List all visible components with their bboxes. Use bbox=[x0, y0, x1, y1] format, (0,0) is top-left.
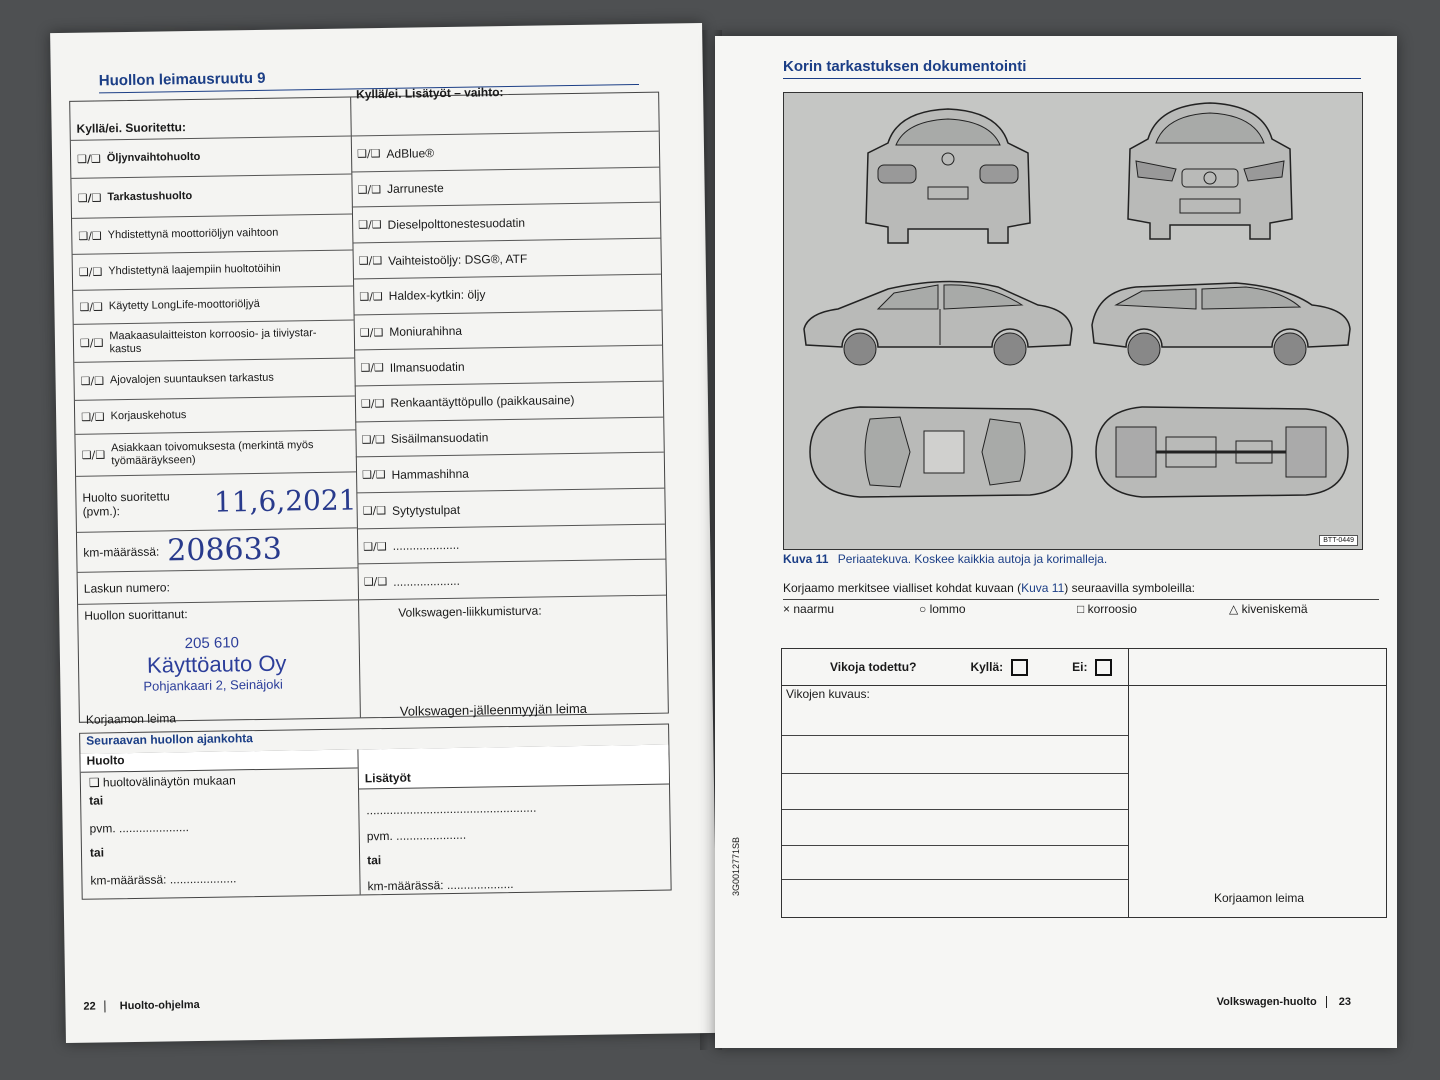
next-service-col2: Lisätyöt bbox=[357, 745, 669, 790]
next-km: km-määrässä: .................... bbox=[90, 871, 237, 888]
left-item-row bbox=[73, 249, 354, 289]
right-column-header: Kyllä/ei. Lisätyöt – vaihto: bbox=[355, 85, 504, 102]
defects-label: Vikoja todettu? bbox=[830, 660, 917, 674]
checkbox-pair[interactable]: ❑/❑ bbox=[76, 152, 101, 166]
desc-line-2 bbox=[782, 773, 1128, 774]
vw-box bbox=[358, 595, 668, 718]
checkbox-pair[interactable]: ❑/❑ bbox=[357, 182, 382, 197]
stamp-address: Pohjankaari 2, Seinäjoki bbox=[143, 676, 283, 694]
description-label: Vikojen kuvaus: bbox=[786, 687, 870, 701]
checkbox-pair[interactable]: ❑/❑ bbox=[361, 468, 386, 482]
extra-dots: ................................................... bbox=[366, 800, 537, 818]
right-item-row bbox=[355, 380, 664, 421]
symbol-legend bbox=[783, 581, 1383, 616]
checkbox-pair[interactable]: ❑/❑ bbox=[363, 575, 388, 589]
left-column bbox=[70, 97, 360, 727]
stamp-company: Käyttöauto Oy bbox=[146, 650, 287, 678]
symbol-item: △ kiveniskemä bbox=[1229, 602, 1308, 616]
extra-pvm: pvm. ..................... bbox=[366, 827, 467, 844]
next-pvm: pvm. ..................... bbox=[89, 820, 190, 836]
left-column-header: Kyllä/ei. Suoritettu: bbox=[76, 120, 187, 136]
checkbox-pair[interactable]: ❑/❑ bbox=[360, 396, 385, 411]
next-service-col1: Huolto bbox=[80, 749, 362, 772]
desc-line-1 bbox=[782, 735, 1128, 736]
left-item-label: Yhdistettynä moottoriöljyn vaihtoon bbox=[107, 226, 279, 242]
checkbox-pair[interactable]: ❑/❑ bbox=[79, 336, 104, 350]
symbol-row bbox=[783, 599, 1379, 616]
checkbox-pair[interactable]: ❑/❑ bbox=[362, 503, 387, 518]
right-item-row bbox=[353, 273, 662, 314]
no-checkbox[interactable] bbox=[1095, 659, 1112, 676]
left-item-label: Tarkastushuolto bbox=[107, 189, 193, 204]
checkbox-pair[interactable]: ❑/❑ bbox=[358, 218, 382, 232]
left-item-row bbox=[71, 135, 352, 177]
extra-or: tai bbox=[367, 853, 382, 868]
right-footer-title: Volkswagen-huolto bbox=[1216, 996, 1317, 1008]
right-item-row bbox=[357, 523, 666, 564]
next-divider bbox=[358, 789, 361, 894]
left-item-row bbox=[71, 173, 352, 217]
right-item-row bbox=[356, 452, 665, 493]
car-front-view-icon bbox=[1120, 99, 1300, 249]
next-option: ❑ huoltovälinäytön mukaan bbox=[88, 773, 236, 790]
right-item-label: Jarruneste bbox=[386, 181, 444, 197]
right-item-label: Dieselpolttonestesuodatin bbox=[387, 215, 526, 232]
right-item-label: Moniurahihna bbox=[389, 323, 463, 339]
performer-box bbox=[78, 599, 360, 727]
left-item-row bbox=[73, 285, 353, 323]
checkbox-pair[interactable]: ❑/❑ bbox=[359, 289, 383, 304]
right-item-label: .................... bbox=[393, 573, 460, 589]
left-item-label: Maakaasulaitteiston korroosio- ja tiiviystar-kastus bbox=[109, 326, 317, 355]
left-item-row bbox=[75, 395, 355, 433]
right-item-label: .................... bbox=[392, 538, 460, 554]
right-item-row bbox=[351, 131, 660, 172]
checkbox-pair[interactable]: ❑/❑ bbox=[356, 147, 381, 161]
right-item-label: Vaihteistoöljy: DSG®, ATF bbox=[388, 251, 528, 268]
left-item-row bbox=[75, 429, 356, 475]
caption-text: Periaatekuva. Koskee kaikkia autoja ja korimalleja. bbox=[837, 552, 1108, 566]
desc-line-5 bbox=[782, 879, 1128, 880]
left-item-label: Käytetty LongLife-moottoriöljyä bbox=[108, 297, 260, 313]
left-page-number: 22 bbox=[83, 1000, 96, 1013]
right-page bbox=[715, 36, 1397, 1048]
right-item-row bbox=[356, 488, 665, 529]
left-page bbox=[50, 23, 718, 1043]
checkbox-pair[interactable]: ❑/❑ bbox=[360, 361, 384, 375]
invoice-row bbox=[78, 567, 358, 603]
car-top-view-icon bbox=[800, 397, 1080, 507]
right-page-title: Korin tarkastuksen dokumentointi bbox=[783, 58, 1361, 79]
instruction bbox=[783, 581, 1383, 595]
checkbox-pair[interactable]: ❑/❑ bbox=[78, 229, 102, 243]
right-item-row bbox=[354, 345, 663, 386]
service-stamp-table bbox=[69, 85, 669, 727]
checkbox-pair[interactable]: ❑/❑ bbox=[79, 300, 103, 314]
checkbox-pair[interactable]: ❑/❑ bbox=[81, 410, 105, 424]
right-item-row bbox=[351, 166, 660, 207]
right-item-label: Haldex-kytkin: öljy bbox=[388, 287, 486, 304]
or-1: tai bbox=[89, 793, 104, 808]
km-row bbox=[77, 527, 358, 571]
left-item-row bbox=[74, 319, 355, 361]
done-date-row bbox=[76, 471, 357, 531]
left-item-label: Öljynvaihtohuolto bbox=[106, 150, 201, 165]
right-item-label: Hammashihna bbox=[391, 466, 469, 482]
desc-line-3 bbox=[782, 809, 1128, 810]
invoice-label: Laskun numero: bbox=[83, 579, 170, 596]
car-figure bbox=[783, 92, 1363, 550]
yes-checkbox[interactable] bbox=[1011, 659, 1028, 676]
checkbox-pair[interactable]: ❑/❑ bbox=[80, 374, 105, 388]
right-item-label: Sytytystulpat bbox=[391, 502, 461, 518]
extra-km: km-määrässä: .................... bbox=[367, 877, 514, 894]
car-underbody-view-icon bbox=[1086, 397, 1356, 507]
done-date-label: Huolto suoritettu (pvm.): bbox=[82, 488, 170, 519]
left-footer bbox=[83, 999, 200, 1013]
checkbox-pair[interactable]: ❑/❑ bbox=[361, 432, 386, 446]
checkbox-pair[interactable]: ❑/❑ bbox=[363, 539, 387, 554]
defects-divider bbox=[1128, 649, 1129, 917]
left-footer-title: Huolto-ohjelma bbox=[105, 999, 200, 1012]
figure-code: BTT-0449 bbox=[1319, 535, 1358, 546]
car-side-view-icon bbox=[798, 269, 1078, 369]
right-item-label: Renkaantäyttöpullo (paikkausaine) bbox=[390, 393, 575, 411]
right-item-row bbox=[352, 238, 661, 279]
symbol-item: ○ lommo bbox=[919, 602, 966, 616]
workshop-stamp-label: Korjaamon leima bbox=[85, 711, 177, 727]
car-rear-view-icon bbox=[858, 103, 1038, 253]
left-item-row bbox=[72, 213, 353, 253]
side-code: 3G0012771SB bbox=[731, 836, 741, 896]
right-item-label: Ilmansuodatin bbox=[389, 359, 465, 375]
done-date-value: 11,6,2021 bbox=[213, 483, 357, 519]
caption-label: Kuva 11 bbox=[783, 552, 829, 566]
km-value: 208633 bbox=[166, 531, 283, 569]
instruction-post: ) seuraavilla symboleilla: bbox=[1064, 581, 1195, 595]
instruction-link[interactable]: Kuva 11 bbox=[1021, 581, 1065, 595]
left-item-label: Korjauskehotus bbox=[110, 409, 187, 423]
checkbox-pair[interactable]: ❑/❑ bbox=[359, 325, 384, 339]
car-side-view-2-icon bbox=[1086, 269, 1356, 369]
instruction-pre: Korjaamo merkitsee vialliset kohdat kuvaan ( bbox=[783, 581, 1022, 595]
right-item-row bbox=[357, 559, 666, 600]
left-item-label: Asiakkaan toivomuksesta (merkintä myös työmääräykseen) bbox=[110, 438, 314, 467]
next-service-title: Seuraavan huollon ajankohta bbox=[80, 725, 668, 755]
or-2: tai bbox=[89, 845, 105, 860]
checkbox-pair[interactable]: ❑/❑ bbox=[78, 265, 103, 279]
right-item-label: Sisäilmansuodatin bbox=[390, 430, 489, 446]
no-label: Ei: bbox=[1072, 660, 1088, 674]
right-item-row bbox=[354, 309, 663, 350]
right-item-label: AdBlue® bbox=[386, 145, 435, 161]
next-service-table bbox=[79, 724, 672, 900]
right-workshop-stamp-label: Korjaamon leima bbox=[1214, 891, 1305, 905]
right-column bbox=[350, 85, 668, 719]
left-item-row bbox=[74, 357, 355, 399]
performer-label: Huollon suorittanut: bbox=[84, 607, 188, 623]
vw-security-label: Volkswagen-liikkumisturva: bbox=[398, 603, 542, 620]
left-page-title: Huollon leimausruutu 9 bbox=[99, 64, 639, 93]
vw-dealer-stamp-label: Volkswagen-jälleenmyyjän leima bbox=[399, 700, 588, 719]
left-item-label: Yhdistettynä laajempiin huoltotöihin bbox=[108, 262, 281, 278]
right-item-row bbox=[352, 202, 661, 243]
defects-header bbox=[782, 649, 1386, 686]
yes-label: Kyllä: bbox=[970, 660, 1004, 674]
right-footer bbox=[1217, 996, 1351, 1008]
symbol-item: □ korroosio bbox=[1077, 602, 1137, 616]
stamp-numbers: 205 610 bbox=[184, 634, 240, 653]
right-item-row bbox=[355, 416, 664, 457]
defects-table bbox=[781, 648, 1387, 918]
right-page-number: 23 bbox=[1326, 996, 1351, 1008]
checkbox-pair[interactable]: ❑/❑ bbox=[77, 191, 102, 205]
left-item-label: Ajovalojen suuntauksen tarkastus bbox=[109, 371, 274, 387]
km-label: km-määrässä: bbox=[83, 544, 160, 560]
checkbox-pair[interactable]: ❑/❑ bbox=[81, 448, 106, 462]
checkbox-pair[interactable]: ❑/❑ bbox=[358, 254, 383, 268]
symbol-item: × naarmu bbox=[783, 602, 835, 616]
desc-line-4 bbox=[782, 845, 1128, 846]
figure-caption bbox=[783, 552, 1107, 566]
